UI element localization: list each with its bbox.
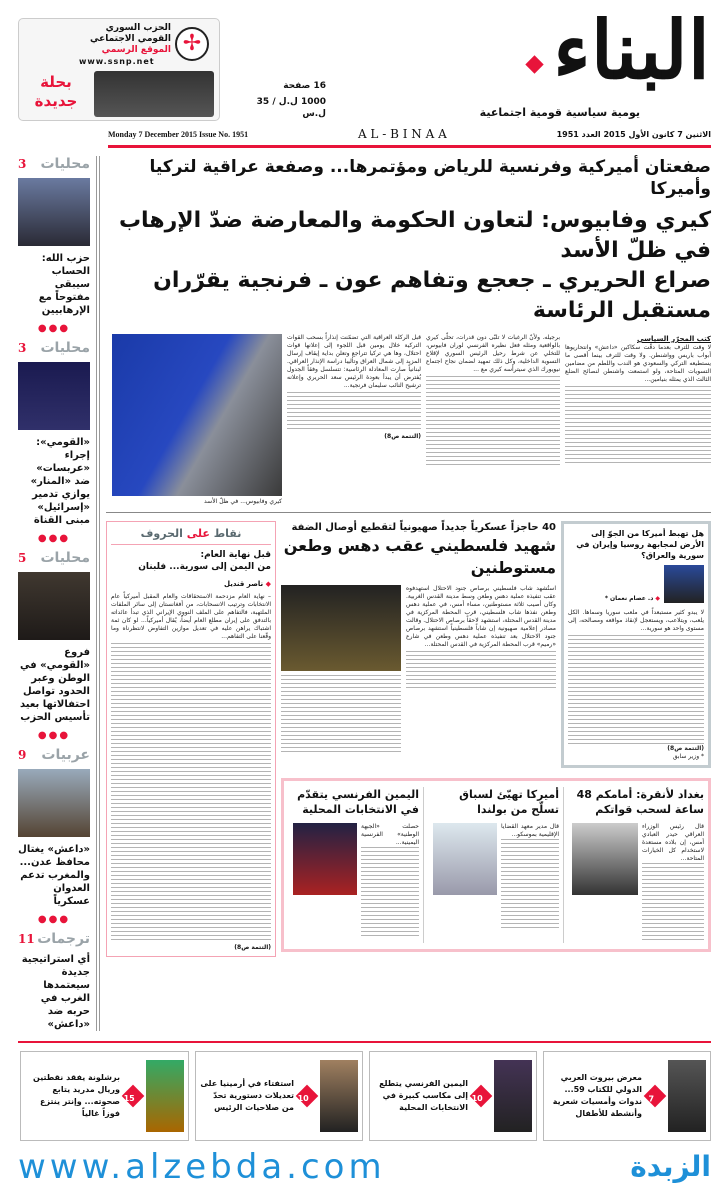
world-photo <box>293 823 357 895</box>
teaser-photo <box>494 1060 532 1132</box>
sidebar-item[interactable] <box>18 340 90 544</box>
lead-byline: كتب المحرّر السياسي <box>637 335 711 343</box>
ssnp-logo-icon: ✢ <box>175 27 209 61</box>
column-title: قبل نهاية العام: من اليمن إلى سورية... فلبنان <box>138 550 271 572</box>
teaser-headline: اليمين الفرنسي يتطلع إلى مكاسب كبيرة في الانتخابات المحلية <box>379 1079 468 1112</box>
lead-headline: كيري وفابيوس: لتعاون الحكومة والمعارضة ضدّ الإرهاب في ظلّ الأسد <box>118 208 711 263</box>
teaser-headline: استفتاء في أرمينيا على تعديلات دستورية تحدّ من صلاحيات الرئيس <box>200 1079 294 1112</box>
lead-kicker: صفعتان أميركية وفرنسية للرياض ومؤتمرها... وصفعة عراقية لتركيا وأميركا <box>149 157 711 199</box>
ad-line3: الموقع الرسمي <box>101 45 171 55</box>
palestine-body: استُشهد شاب فلسطيني برصاص جنود الاحتلال استهدفوه عقب تنفيذه عملية دهس وطعن وسط مدينة القدس الغربية. وكان أصيب ثلاثة مستوطنين، مساء أمس، في عملية دهس وطعن نفذها شاب فلسطيني، قرب المحطة المركزية في مدينة القدس المحتلة، استشهد لاحقاً برصاص الاحتلال. وقالت مصادر إعلامية صهيونية إن شاباً فلسطينياً استشهد برصاص جنود الاحتلال بعد تنفيذه عملية دهس وطعن في شارع «رميم» قرب المحطة المركزية في القدس المحتلة... <box>406 585 556 755</box>
sidebar-item[interactable] <box>18 931 90 1031</box>
sidebar-item[interactable] <box>18 156 90 334</box>
ssnp-ad[interactable] <box>18 18 220 121</box>
teaser-photo <box>320 1060 358 1132</box>
masthead <box>0 0 720 150</box>
world-headline: اليمين الفرنسي يتقدّم في الانتخابات المحلية <box>297 788 419 816</box>
sidebar-headline: «القومي»: إجراء «عربسات» ضد «المنار» يوازي تدمير «إسرائيل» مبنى القناة <box>30 437 90 526</box>
world-story[interactable] <box>430 787 564 943</box>
page-badge: 15 <box>122 1085 145 1108</box>
world-body: حصلت «الجبهة الوطنية» الفرنسية اليمينية... <box>361 823 419 937</box>
lead-story <box>106 334 711 506</box>
date-english: Monday 7 December 2015 Issue No. 1951 <box>108 129 249 139</box>
oped-body: لا يبدو كثير مستبعداً في ملعب سوريا وسماها. الكل يلعب، ويتلاعب، ويستعجل لإنقاذ مواقعه ومصالحه، إلى مستوى واحد هو سورية... <box>568 609 704 745</box>
sidebar-headline: «داعش» يغتال محافظ عدن... والمغرب تدعم العدوان عسكرياً <box>18 844 90 907</box>
sidebar-item[interactable] <box>18 747 90 925</box>
sidebar-divider <box>96 156 100 1031</box>
lead-column-2: برجيله. ولأنّ الرغبات لا تلبّى دون قدرات، تحلّى كيري بالواقعية ومثله فعل نظيره الفرنسي لوران فابيوس، للتخلي عن شرط رحيل الرئيس السوري لإقلاع التسوية الداخلية، وكل ذلك تمهيد لضمان نجاح اجتماع نيويورك الذي سيترأسه كيري مع ... <box>426 334 560 506</box>
page-badge: 7 <box>644 1085 667 1108</box>
date-arabic: الاثنين 7 كانون الأول 2015 العدد 1951 <box>556 129 711 139</box>
palestine-body-cont <box>281 675 401 755</box>
page-badge: 10 <box>296 1085 319 1108</box>
separator-dots: ●●● <box>37 914 71 925</box>
watermark <box>18 1147 711 1187</box>
section-label: محليات <box>40 340 90 356</box>
page-number: 3 <box>18 157 27 171</box>
world-headline: بغداد لأنقرة: أمامكم 48 ساعة لسحب قواتكم <box>576 788 704 816</box>
column-continued[interactable]: (التتمة ص8) <box>234 944 271 951</box>
price: 1000 ل.ل / 35 ل.س <box>256 97 326 119</box>
section-label: محليات <box>40 550 90 566</box>
page-count: 16 صفحة <box>283 81 326 91</box>
oped-note: * وزير سابق <box>672 753 704 760</box>
oped-box <box>561 521 711 768</box>
ad-line1: الحزب السوري <box>105 23 171 33</box>
sidebar-photo <box>18 572 90 640</box>
author-photo <box>664 565 704 603</box>
date-bar <box>108 127 711 141</box>
ad-slogan2: جديدة <box>34 92 78 110</box>
lower-section <box>106 521 711 957</box>
page-badge: 10 <box>470 1085 493 1108</box>
world-body: قال مدير معهد القضايا الإقليمية بموسكو... <box>501 823 559 929</box>
page-number: 11 <box>18 932 35 946</box>
teaser-photo <box>668 1060 706 1132</box>
header-rule <box>108 145 711 148</box>
devices-image <box>94 71 214 117</box>
sidebar-headline: أي استراتيجية جديدة سيعتمدها الغرب في حربه ضد «داعش» <box>21 954 90 1030</box>
section-label: محليات <box>40 156 90 172</box>
sidebar-photo <box>18 178 90 246</box>
sidebar-item[interactable] <box>18 550 90 741</box>
ad-url: www.ssnp.net <box>79 57 155 66</box>
ad-line2: القومي الاجتماعي <box>89 34 171 44</box>
world-headline: أميركا تهيّئ لسباق تسلّح من بولندا <box>459 788 559 816</box>
world-story[interactable] <box>290 787 424 943</box>
lead-column-3: قبل الركلة العراقية التي تضمّنت إنذاراً بسحب القوات التركية خلال يومين قبل اللجوء إلى إعلانها قوات احتلال، وها هي تركيا تتراجع وتعلن بداية إيقاف إرسال المزيد إلى شمال العراق وتأليبا دراسة الإنذار العراقي. لبنانياً صارت المعادلة الرئاسية: تتسلسل وفقاً الجدول يُفترض أن يبدأ بعودة الرئيس سعد الحريري وإعلانه ترشيح النائب سليمان فرنجية... <box>287 334 421 432</box>
masthead-tagline: يومية سياسية قومية اجتماعية <box>479 106 640 119</box>
world-story[interactable] <box>570 787 704 943</box>
page-number: 5 <box>18 551 27 565</box>
lead-headline-2: صراع الحريري ـ جعجع وتفاهم عون ـ فرنجية يقرّران مستقبل الرئاسة <box>153 268 711 323</box>
world-photo <box>572 823 638 895</box>
column-author: ◆ ناصر قنديل <box>223 580 271 588</box>
separator-dots: ●●● <box>37 323 71 334</box>
teaser-headline: معرض بيروت العربي الدولي للكتاب 59... ندوات وأمسيات شعرية وأنشطة للأطفال <box>552 1073 642 1118</box>
oped-author: د. عصام نعمان * <box>604 595 654 602</box>
watermark-url: www.alzebda.com <box>18 1147 386 1187</box>
sidebar-photo <box>18 769 90 837</box>
palestine-photo <box>281 585 401 671</box>
lead-column-1: لا وقت للترف بعدما دقّت سكاكين «داعش» وانتحاريوها أبواب باريس وواشنطن. ولا وقت للترف بينما أقصى ما يستطيعه التركي والسعودي هو الندب واللطم من مضامين التسويات المتاحة، ولو استمعت واشنطن لنصائح الضلع الثالث الذي يمثله بنيامين... <box>565 344 711 466</box>
sidebar-headline: فروع «القومي» في الوطن وعبر الحدود تواصل احتفالاتها بعيد تأسيس الحزب <box>19 647 90 723</box>
column-label: نقاط على الحروف <box>111 526 271 545</box>
separator-dots: ●●● <box>37 533 71 544</box>
ad-slogan1: بحلة <box>40 73 72 91</box>
separator-dots: ●●● <box>37 730 71 741</box>
bottom-rule <box>18 1041 711 1043</box>
bullet-icon: ◆ <box>655 595 660 602</box>
column-body: – نهاية العام مزدحمة الاستحقاقات والعام المقبل أميركياً عام الانتخابات وترتيب الانسحابات، من أفغانستان إلى سائر الملفات الملتهبة، فالتفاهم على الملف النووي الإيراني الذي تبدأ عائداته بالتدفق على إيران مطلع العام أيضاً، يُقال أميركياً... لو كان ثمة اشتباك يراهن عليه في تعديل موازين التفاوض لانتظرناه وما وقّعنا على التفاهم... <box>111 593 271 943</box>
section-label: ترجمات <box>37 931 90 947</box>
oped-title: هل تهبط أميركا من الجوّ إلى الأرض لمجابهة روسيا وإيران في سورية والعراق؟ <box>576 529 704 560</box>
masthead-logo: البناء <box>553 3 710 97</box>
page-number: 9 <box>18 748 27 762</box>
latin-name: A L - B I N A A <box>357 127 447 141</box>
lead-photo-caption: كيري وفابيوس... في ظلّ الأسد <box>204 498 282 505</box>
lead-photo <box>112 334 282 496</box>
world-body: قال رئيس الوزراء العراقي حيدر العبادي أمس، إن بلاده مستعدة لاستخدام كل الخيارات المتاحة... <box>642 823 704 943</box>
palestine-headline: شهيد فلسطيني عقب دهس وطعن مستوطنين <box>283 536 556 577</box>
sidebar <box>18 156 90 1031</box>
teaser-headline: برشلونة يفقد نقطتين وريال مدريد يتابع صحوته... وإنتر ينتزع فوزاً غالياً <box>33 1073 120 1118</box>
watermark-logo: الزبدة <box>630 1150 711 1183</box>
sidebar-photo <box>18 362 90 430</box>
world-box <box>281 778 711 952</box>
column-box <box>106 521 276 957</box>
section-rule <box>106 512 711 513</box>
sidebar-headline: حزب الله: الحساب سيبقى مفتوحاً مع الإرهابيين <box>38 253 90 316</box>
page-number: 3 <box>18 341 27 355</box>
world-photo <box>433 823 497 895</box>
teaser-photo <box>146 1060 184 1132</box>
palestine-kicker: 40 حاجزاً عسكرياً جديداً صهيونياً لتقطيع أوصال الضفة <box>291 522 556 533</box>
oped-continued[interactable]: (التتمة ص8) <box>667 745 704 752</box>
section-label: عربيات <box>41 747 90 763</box>
continued-link[interactable]: (التتمة ص8) <box>384 433 421 440</box>
